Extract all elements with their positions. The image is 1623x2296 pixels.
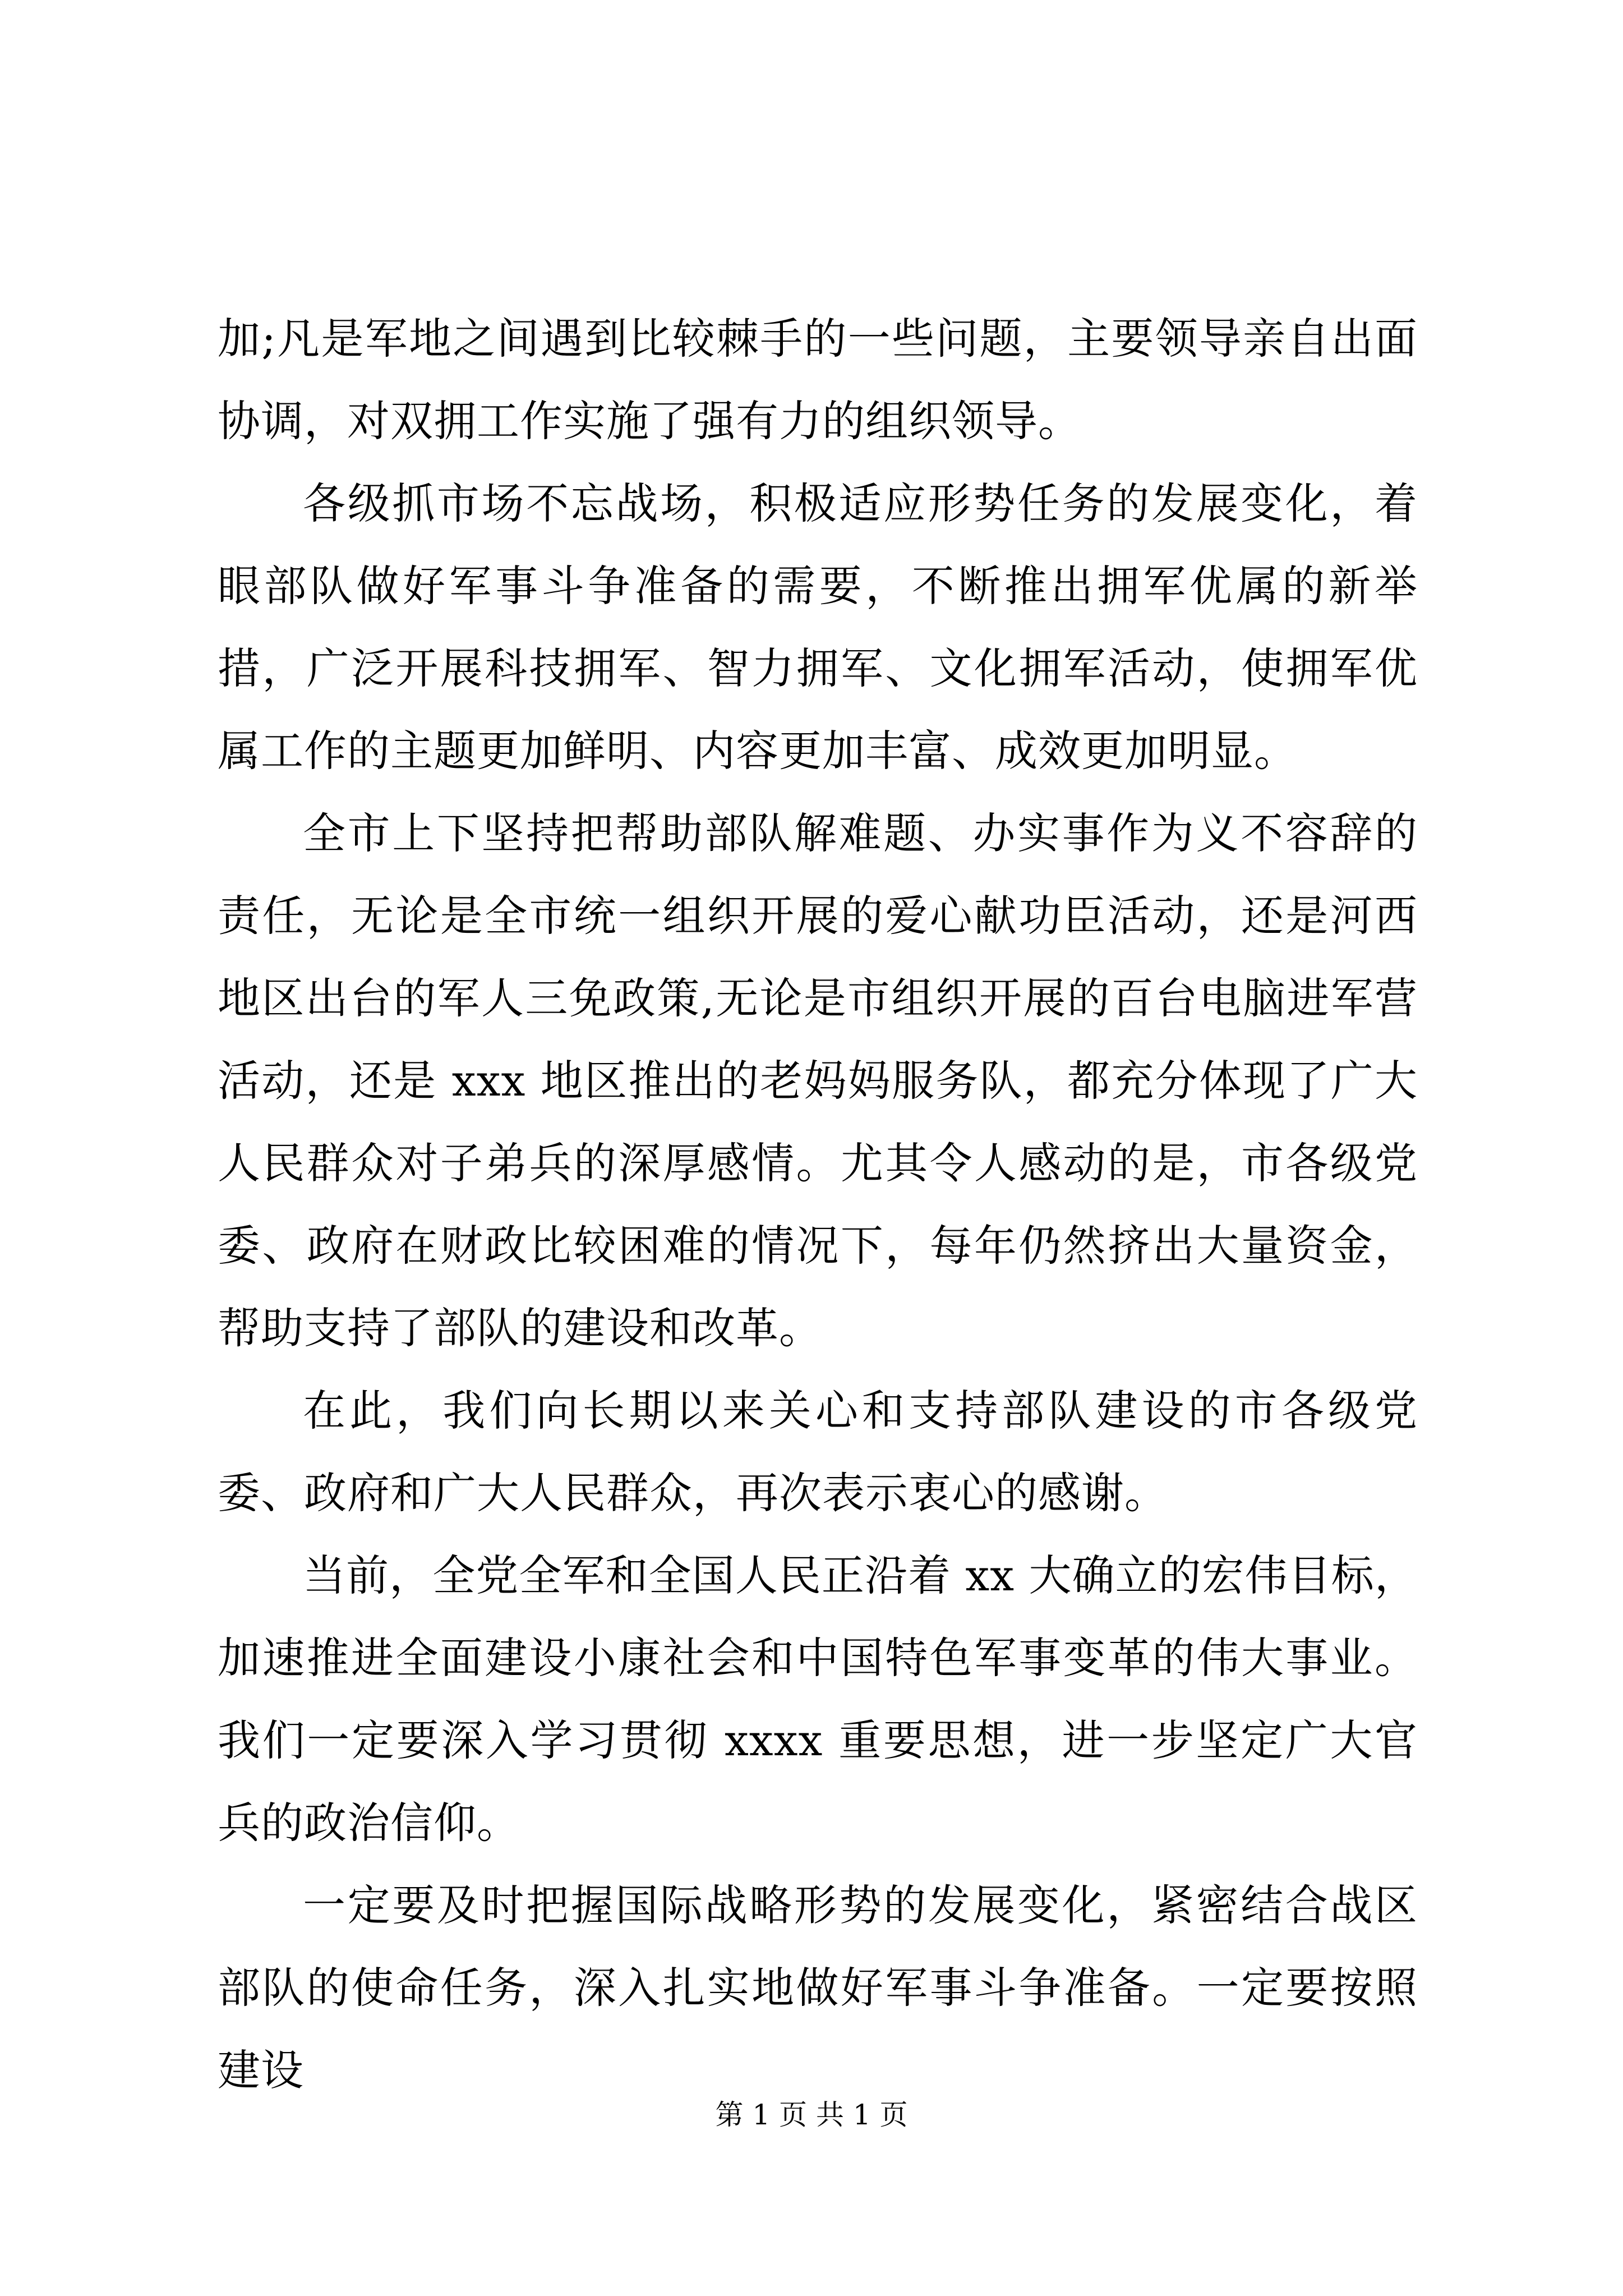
document-body: [218, 297, 1418, 2111]
paragraph: 全市上下坚持把帮助部队解难题、办实事作为义不容辞的责任，无论是全市统一组织开展的爱心献功臣活动，还是河西地区出台的军人三免政策,无论是市组织开展的百台电脑进军营活动，还是 xxx 地区推出的老妈妈服务队，都充分体现了广大人民群众对子弟兵的深厚感情。尤其令人感动的是，市各级党委、政府在财政比较困难的情况下，每年仍然挤出大量资金，帮助支持了部队的建设和改革。: [218, 808, 1418, 1353]
paragraph: 当前，全党全军和全国人民正沿着 xx 大确立的宏伟目标，加速推进全面建设小康社会和中国特色军事变革的伟大事业。我们一定要深入学习贯彻 xxxx 重要思想，进一步坚定广大官兵的政治信仰。: [218, 1550, 1418, 1848]
paragraph: 加;凡是军地之间遇到比较棘手的一些问题，主要领导亲自出面协调，对双拥工作实施了强有力的组织领导。: [218, 314, 1418, 446]
page-footer: 第 1 页 共 1 页: [715, 2099, 908, 2131]
paragraph: 一定要及时把握国际战略形势的发展变化，紧密结合战区部队的使命任务，深入扎实地做好军事斗争准备。一定要按照建设: [218, 1880, 1418, 2095]
paragraph: 各级抓市场不忘战场，积极适应形势任务的发展变化，着眼部队做好军事斗争准备的需要，不断推出拥军优属的新举措，广泛开展科技拥军、智力拥军、文化拥军活动，使拥军优属工作的主题更加鲜明、内容更加丰富、成效更加明显。: [218, 478, 1418, 776]
paragraph: 在此，我们向长期以来关心和支持部队建设的市各级党委、政府和广大人民群众，再次表示衷心的感谢。: [218, 1386, 1418, 1518]
